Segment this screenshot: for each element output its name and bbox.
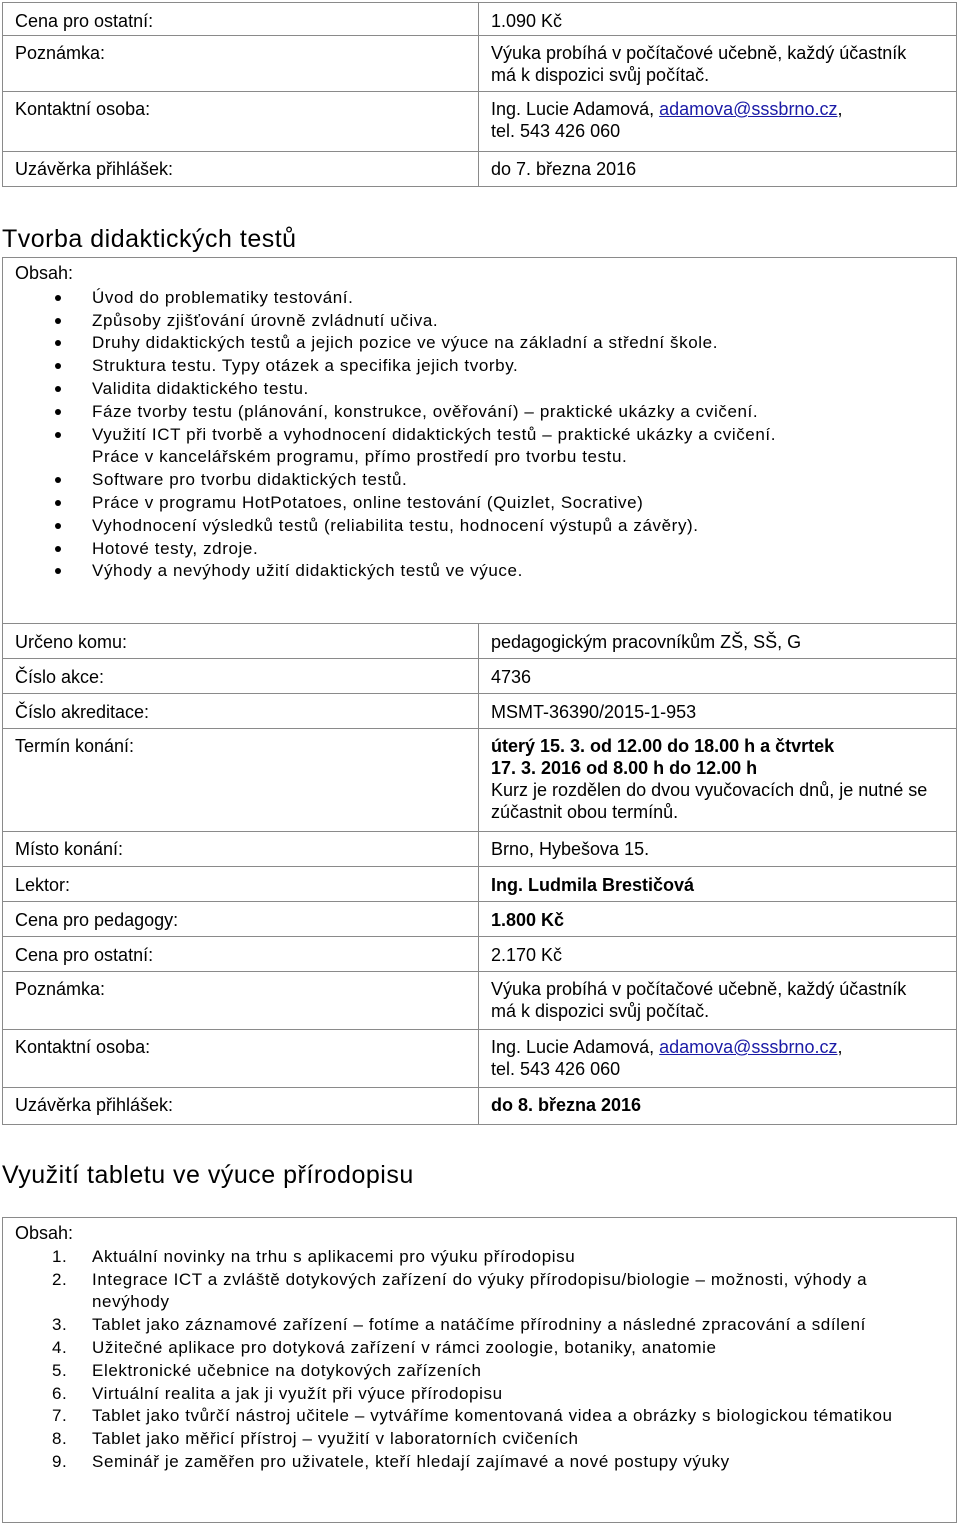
table-row (3, 867, 957, 902)
akreditace-value: MSMT-36390/2015-1-953 (479, 694, 957, 729)
list-item-number: 8. (52, 1429, 68, 1449)
course1-info-table (2, 2, 957, 187)
list-item-number: 9. (52, 1451, 68, 1471)
course2-obsah-box (2, 257, 957, 624)
list-item-text: Seminář je zaměřen pro uživatele, kteří hledají zajímavé a nové postupy výuky (92, 1451, 730, 1471)
course2-info-table (2, 623, 957, 1125)
table-row (3, 624, 957, 659)
kontakt-name: Ing. Lucie Adamová, (491, 1037, 660, 1057)
list-item-text: Druhy didaktických testů a jejich pozice ve výuce na základní a střední škole. (92, 333, 719, 353)
list-item-text: Elektronické učebnice na dotykových zařízeních (92, 1360, 482, 1380)
list-item-text: Aktuální novinky na trhu s aplikacemi pro výuku přírodopisu (92, 1246, 576, 1266)
cena-ostatni-value: 1.090 Kč (479, 3, 957, 36)
bullet-icon (55, 295, 61, 301)
cena-ostatni-label: Cena pro ostatní: (3, 937, 479, 972)
list-item-number: 5. (52, 1360, 68, 1380)
table-row (3, 36, 957, 92)
list-item-text: Validita didaktického testu. (92, 378, 309, 398)
table-row (3, 937, 957, 972)
table-row (3, 832, 957, 867)
list-item (15, 1314, 946, 1337)
table-row (3, 1030, 957, 1088)
uzaverka-label: Uzávěrka přihlášek: (3, 1088, 479, 1125)
obsah-label: Obsah: (15, 263, 74, 283)
uzaverka-value: do 7. března 2016 (479, 152, 957, 187)
urceno-label: Určeno komu: (3, 624, 479, 659)
akreditace-label: Číslo akreditace: (3, 694, 479, 729)
bullet-icon (55, 432, 61, 438)
kontakt-label: Kontaktní osoba: (3, 92, 479, 152)
list-item (15, 1405, 946, 1428)
uzaverka-value: do 8. března 2016 (479, 1088, 957, 1125)
misto-value: Brno, Hybešova 15. (479, 832, 957, 867)
cena-pedagogy-value: 1.800 Kč (479, 902, 957, 937)
list-item (15, 538, 946, 561)
bullet-icon (55, 500, 61, 506)
email-link[interactable]: adamova@sssbrno.cz (659, 99, 838, 119)
list-item-text: Tablet jako tvůrčí nástroj učitele – vytváříme komentovaná videa a obrázky s biologickou tématikou (92, 1406, 893, 1426)
table-row (3, 152, 957, 187)
poznamka-label: Poznámka: (3, 972, 479, 1030)
poznamka-value: Výuka probíhá v počítačové učebně, každý účastník má k dispozici svůj počítač. (479, 36, 957, 92)
list-item (15, 1246, 946, 1269)
list-item (15, 446, 946, 469)
list-item-text: Tablet jako záznamové zařízení – fotíme a natáčíme přírodniny a následné zpracování a sdílení (92, 1315, 866, 1335)
list-item-text: Tablet jako měřicí přístroj – využití v laboratorních cvičeních (92, 1429, 579, 1449)
table-row (3, 694, 957, 729)
list-item-text: Integrace ICT a zvláště dotykových zařízení do výuky přírodopisu/biologie – možnosti, výhody a nevýhody (92, 1269, 868, 1312)
list-item (15, 332, 946, 355)
table-row (3, 659, 957, 694)
list-item-text: Využití ICT při tvorbě a vyhodnocení didaktických testů – praktické ukázky a cvičení. (92, 424, 777, 444)
bullet-icon (55, 477, 61, 483)
list-item (15, 560, 946, 583)
list-item-number: 4. (52, 1337, 68, 1357)
kontakt-value (479, 92, 957, 152)
list-item (15, 1337, 946, 1360)
bullet-icon (55, 386, 61, 392)
bullet-icon (55, 409, 61, 415)
kontakt-comma: , (837, 99, 843, 119)
cena-pedagogy-label: Cena pro pedagogy: (3, 902, 479, 937)
list-item-text: Vyhodnocení výsledků testů (reliabilita testu, hodnocení výstupů a závěry). (92, 515, 699, 535)
list-item-text: Virtuální realita a jak ji využít při výuce přírodopisu (92, 1383, 503, 1403)
list-item-text: Struktura testu. Typy otázek a specifika jejich tvorby. (92, 356, 519, 376)
termin-line1: úterý 15. 3. od 12.00 do 18.00 h a čtvrtek (491, 736, 835, 756)
list-item (15, 469, 946, 492)
cena-ostatni-value: 2.170 Kč (479, 937, 957, 972)
kontakt-comma: , (837, 1037, 843, 1057)
list-item (15, 355, 946, 378)
termin-label: Termín konání: (3, 729, 479, 832)
kontakt-name: Ing. Lucie Adamová, (491, 99, 660, 119)
termin-note: Kurz je rozdělen do dvou vyučovacích dnů, je nutné se zúčastnit obou termínů. (491, 780, 928, 822)
list-item (15, 310, 946, 333)
list-item (15, 378, 946, 401)
list-item (15, 1428, 946, 1451)
kontakt-label: Kontaktní osoba: (3, 1030, 479, 1088)
termin-line2: 17. 3. 2016 od 8.00 h do 12.00 h (491, 758, 758, 778)
cislo-akce-label: Číslo akce: (3, 659, 479, 694)
course3-obsah-box (2, 1217, 957, 1523)
table-row (3, 972, 957, 1030)
bullet-icon (55, 318, 61, 324)
list-item-text: Způsoby zjišťování úrovně zvládnutí učiva. (92, 310, 439, 330)
misto-label: Místo konání: (3, 832, 479, 867)
cislo-akce-value: 4736 (479, 659, 957, 694)
list-item (15, 287, 946, 310)
lektor-value: Ing. Ludmila Brestičová (479, 867, 957, 902)
list-item (15, 401, 946, 424)
poznamka-value: Výuka probíhá v počítačové učebně, každý účastník má k dispozici svůj počítač. (479, 972, 957, 1030)
list-item-number: 1. (52, 1246, 68, 1266)
table-row (3, 902, 957, 937)
lektor-label: Lektor: (3, 867, 479, 902)
list-item (15, 1383, 946, 1406)
list-item-text: Práce v programu HotPotatoes, online testování (Quizlet, Socrative) (92, 492, 644, 512)
course2-title: Tvorba didaktických testů (2, 225, 297, 253)
course3-topic-list (15, 1246, 946, 1474)
list-item (15, 515, 946, 538)
table-row (3, 92, 957, 152)
bullet-icon (55, 523, 61, 529)
list-item-number: 6. (52, 1383, 68, 1403)
termin-value (479, 729, 957, 832)
urceno-value: pedagogickým pracovníkům ZŠ, SŠ, G (479, 624, 957, 659)
table-row (3, 1088, 957, 1125)
obsah-label: Obsah: (15, 1223, 74, 1243)
list-item (15, 1360, 946, 1383)
list-item (15, 492, 946, 515)
course3-title: Využití tabletu ve výuce přírodopisu (2, 1161, 414, 1189)
list-item-text: Software pro tvorbu didaktických testů. (92, 470, 408, 490)
list-item (15, 1451, 946, 1474)
list-item-text: Fáze tvorby testu (plánování, konstrukce, ověřování) – praktické ukázky a cvičení. (92, 401, 759, 421)
kontakt-phone: tel. 543 426 060 (491, 1059, 621, 1079)
bullet-icon (55, 546, 61, 552)
kontakt-phone: tel. 543 426 060 (491, 121, 621, 141)
table-row (3, 3, 957, 36)
bullet-icon (55, 340, 61, 346)
list-item (15, 1269, 946, 1315)
bullet-icon (55, 363, 61, 369)
list-item-text: Úvod do problematiky testování. (92, 287, 354, 307)
email-link[interactable]: adamova@sssbrno.cz (659, 1037, 838, 1057)
list-item-number: 2. (52, 1269, 68, 1289)
list-item (15, 424, 946, 447)
table-row (3, 729, 957, 832)
uzaverka-label: Uzávěrka přihlášek: (3, 152, 479, 187)
list-item-text: Práce v kancelářském programu, přímo prostředí pro tvorbu testu. (92, 447, 628, 467)
list-item-number: 3. (52, 1315, 68, 1335)
cena-ostatni-label: Cena pro ostatní: (3, 3, 479, 36)
kontakt-value (479, 1030, 957, 1088)
poznamka-label: Poznámka: (3, 36, 479, 92)
list-item-text: Hotové testy, zdroje. (92, 538, 259, 558)
list-item-text: Výhody a nevýhody užití didaktických testů ve výuce. (92, 561, 523, 581)
bullet-icon (55, 568, 61, 574)
course2-topic-list (15, 287, 946, 583)
list-item-number: 7. (52, 1406, 68, 1426)
list-item-text: Užitečné aplikace pro dotyková zařízení v rámci zoologie, botaniky, anatomie (92, 1337, 717, 1357)
